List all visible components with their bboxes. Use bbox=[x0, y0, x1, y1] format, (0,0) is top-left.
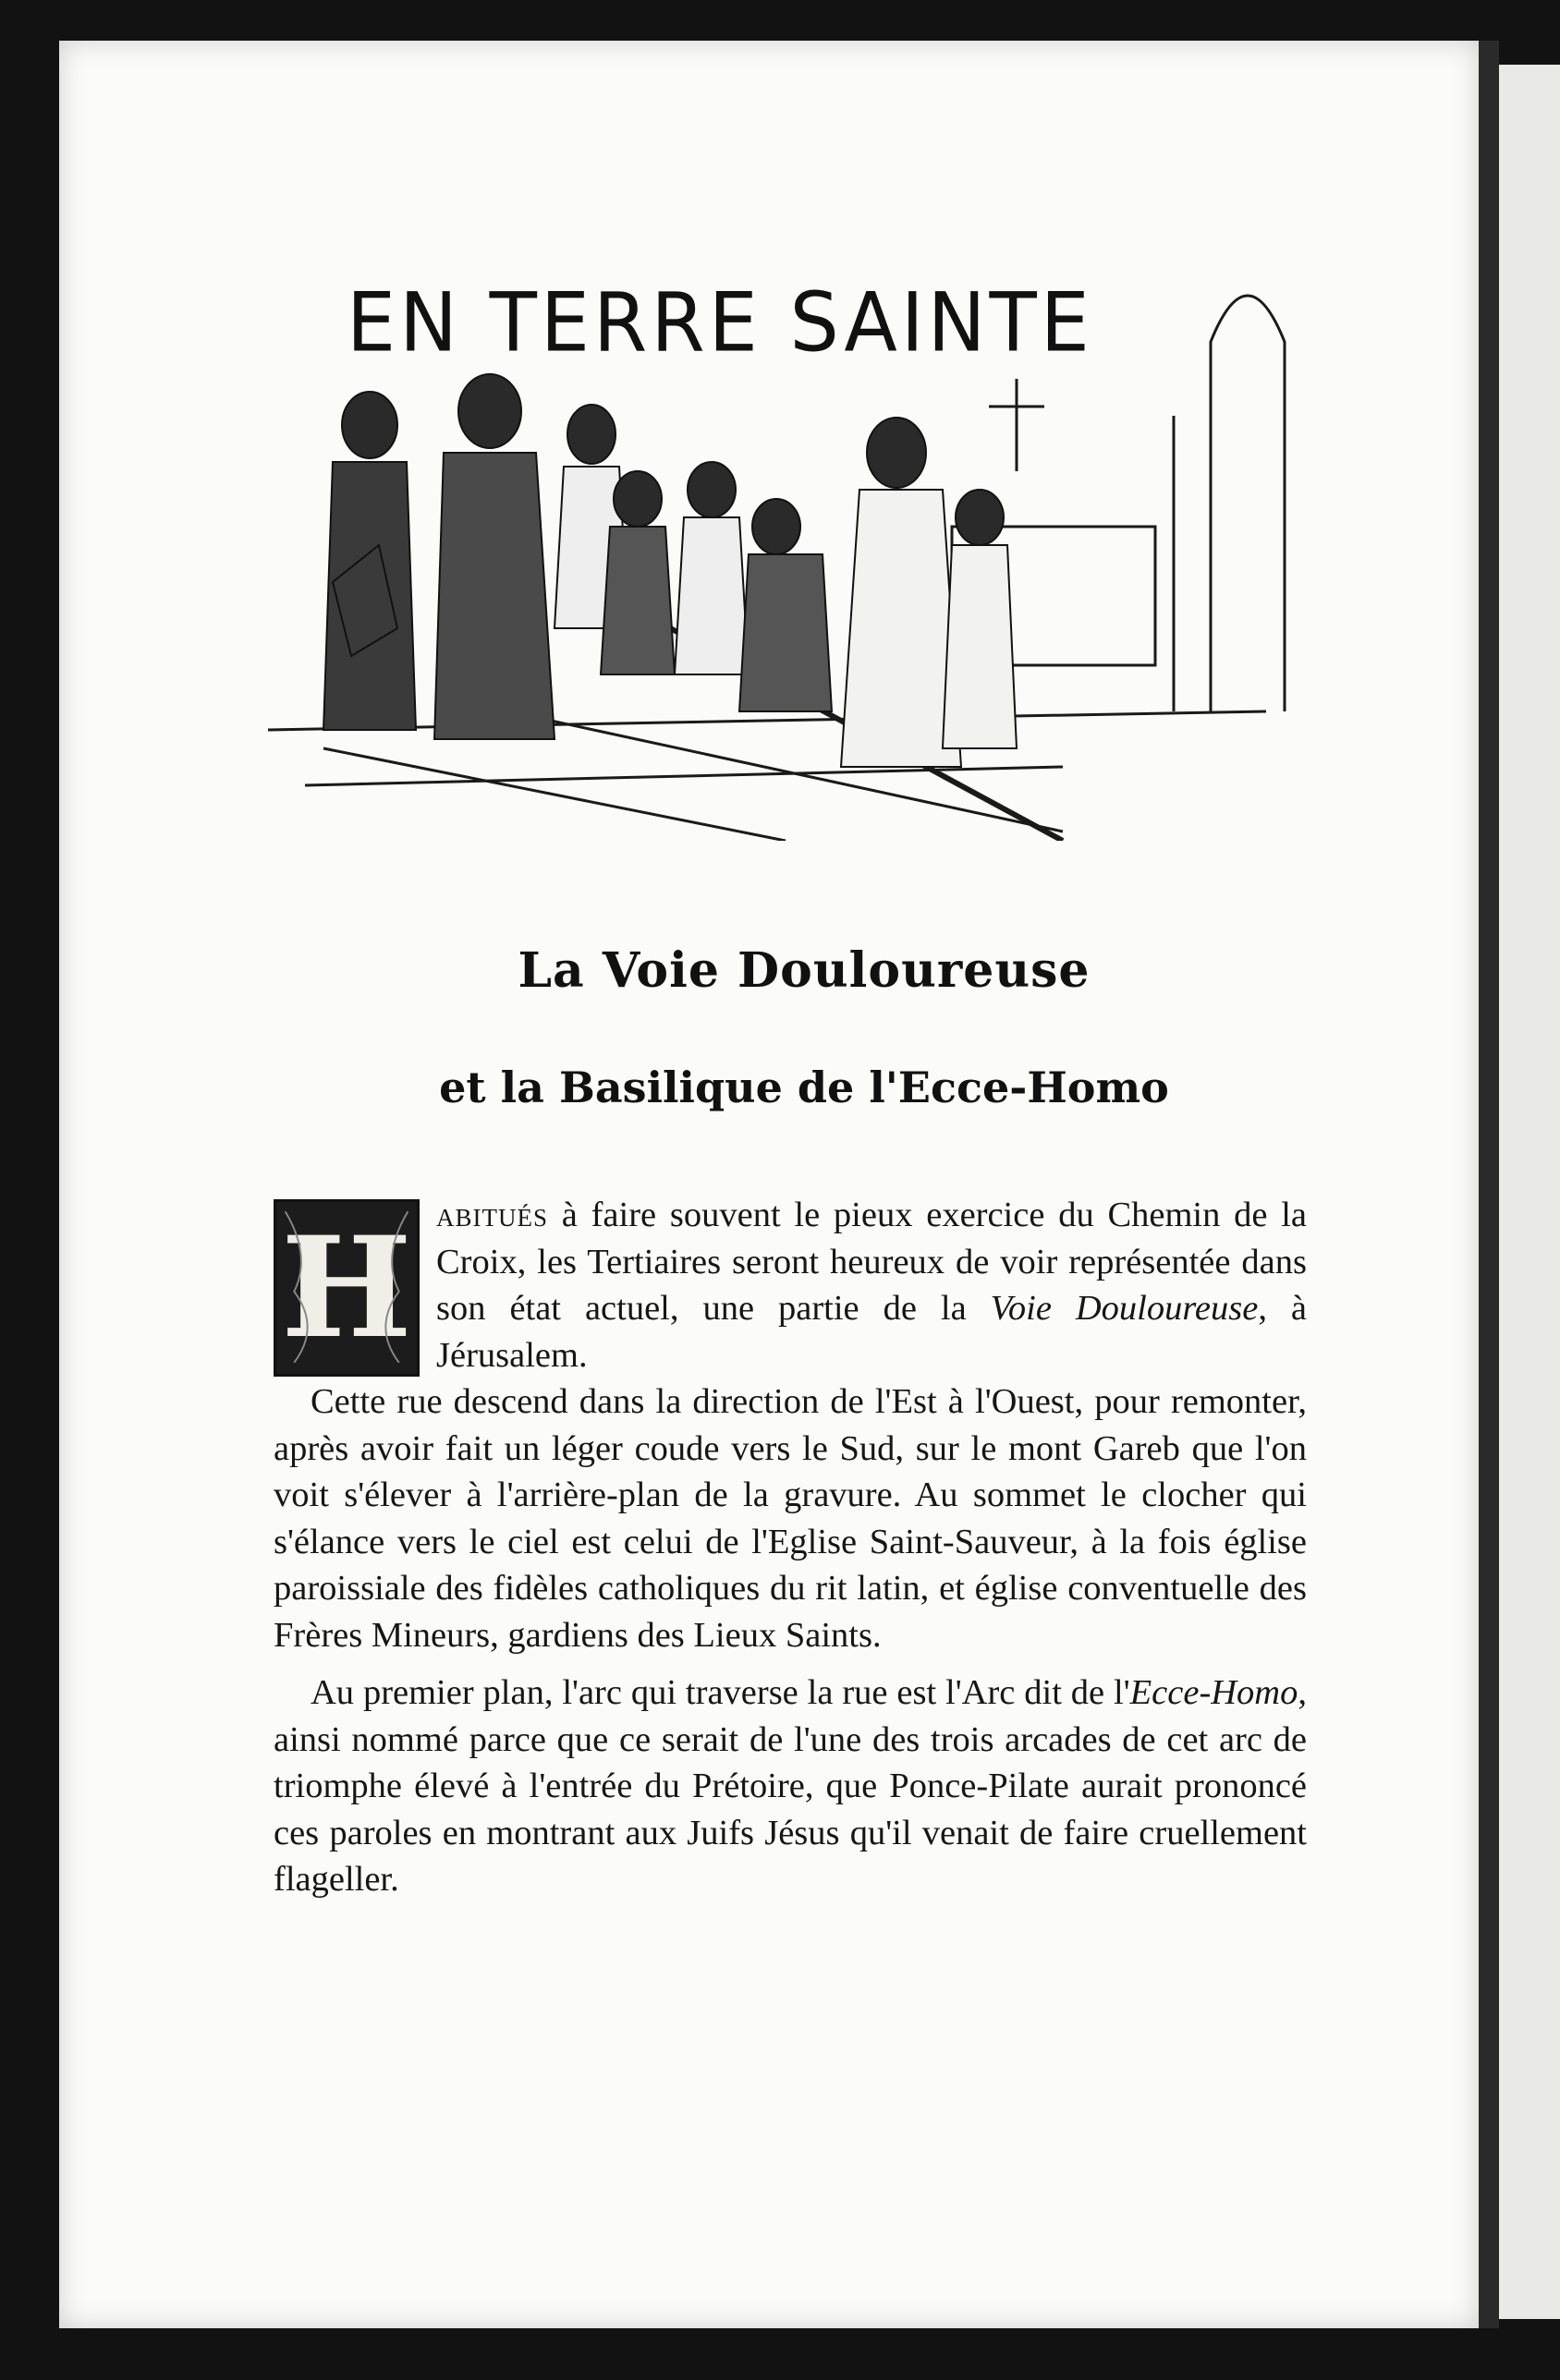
dropcap-letter: H bbox=[281, 1207, 412, 1369]
paragraph-1 bbox=[274, 1192, 1307, 1378]
paragraph-3-italic: Ecce-Homo bbox=[1129, 1673, 1298, 1712]
paragraph-3-text-a: Au premier plan, l'arc qui traverse la rue est l'Arc dit de l' bbox=[311, 1673, 1130, 1712]
illustration-banner-title: EN TERRE SAINTE bbox=[347, 274, 1093, 370]
chapter-subtitle: et la Basilique de l'Ecce-Homo bbox=[439, 1062, 1169, 1112]
body-text bbox=[274, 1192, 1307, 1903]
paragraph-1-text-b: , à Jérusalem. bbox=[436, 1289, 1307, 1375]
chapter-title: La Voie Douloureuse bbox=[518, 942, 1091, 999]
lead-word: abitués bbox=[436, 1196, 548, 1234]
paragraph-2: Cette rue descend dans la direction de l'Est à l'Ouest, pour remonter, après avoir fait un léger coude vers le Sud, sur le mont Gareb que l'on voit s'élever à l'arrière-plan de la gravure. Au sommet le clocher qui s'élance vers le ciel est celui de l'Eglise Saint-Sauveur, à la fois église paroissiale des fidèles catholiques du rit latin, et église conventuelle des Frères Mineurs, gardiens des Lieux Saints. bbox=[274, 1382, 1307, 1655]
next-page-edge bbox=[1499, 65, 1560, 2319]
paragraph-1-text-a: à faire souvent le pieux exercice du Chemin de la Croix, les Tertiaires seront heureux de voir représentée dans son état actuel, une partie de la bbox=[436, 1196, 1307, 1328]
paragraph-1-italic: Voie Douloureuse bbox=[990, 1289, 1259, 1328]
decorated-initial bbox=[274, 1199, 420, 1377]
paragraph-3-text-b: , ainsi nommé parce que ce serait de l'une des trois arcades de cet arc de triomphe élevé à l'entrée du Prétoire, que Ponce-Pilate aurait prononcé ces paroles en montrant aux Juifs Jésus qu'il venait de faire cruellement flageller. bbox=[274, 1673, 1307, 1899]
page-edge-shadow bbox=[1479, 41, 1499, 2328]
paragraph-3 bbox=[274, 1670, 1307, 1903]
